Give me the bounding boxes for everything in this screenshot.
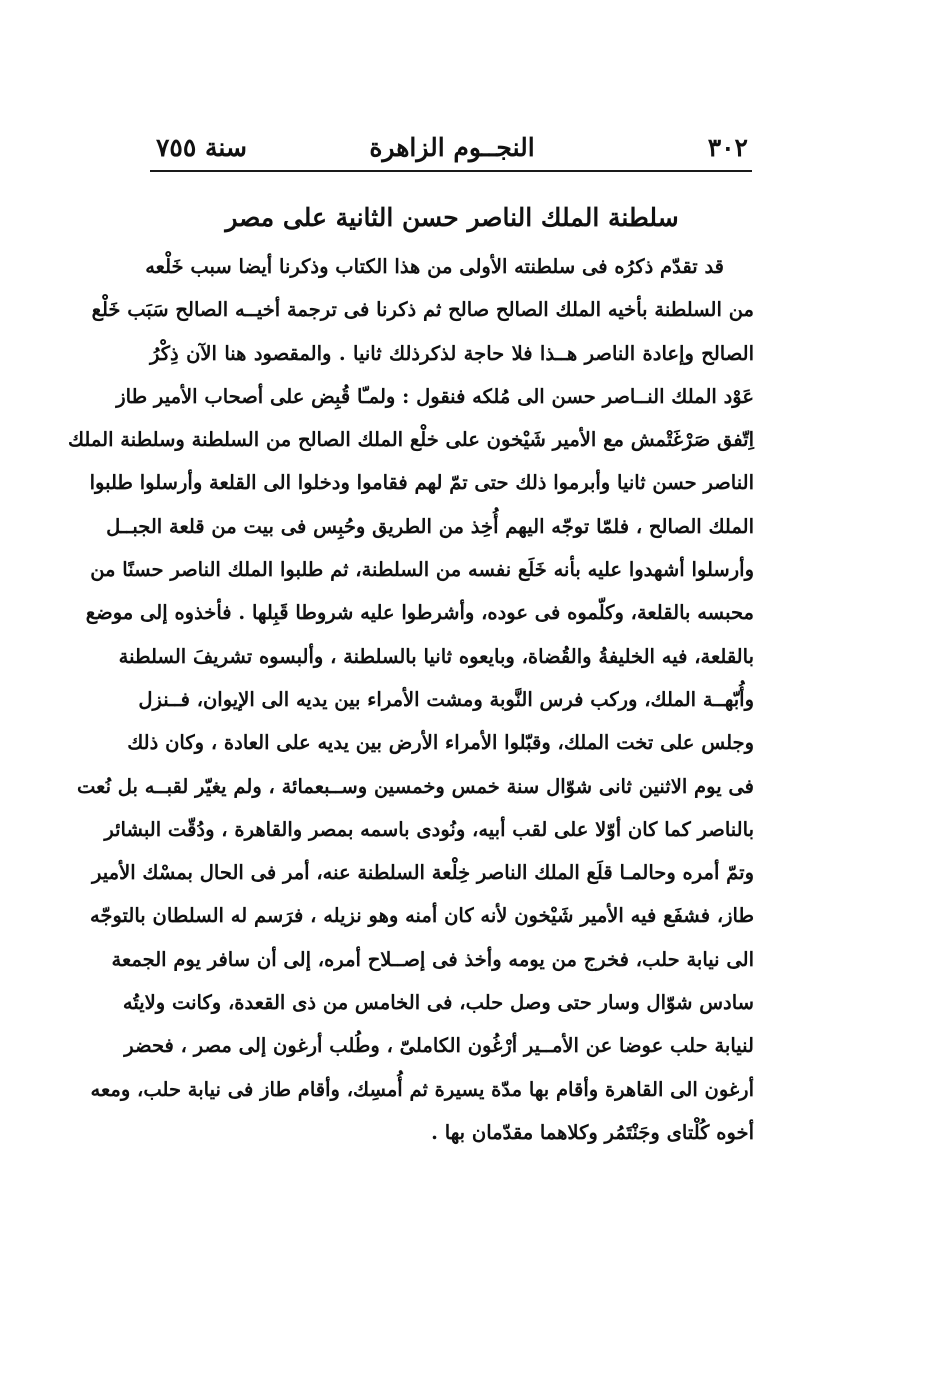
year-label: سنة ٧٥٥: [156, 133, 247, 162]
text-line: سادس شوّال وسار حتى وصل حلب، فى الخامس من ذى القعدة، وكانت ولايتُه: [122, 991, 754, 1015]
text-line: طاز، فشفَع فيه الأمير شَيْخون لأنه كان أمنه وهو نزيله ، فرَسم له السلطان بالتوجّه: [89, 904, 754, 928]
text-line: لنيابة حلب عوضا عن الأمــير أرْغُون الكاملىّ ، وطُلب أرغون إلى مصر ، فحضر: [124, 1034, 754, 1058]
text-line: فى يوم الاثنين ثانى شوّال سنة خمس وخمسين وســبعمائة ، ولم يغيّر لقبــه بل نُعت: [77, 774, 754, 798]
text-line: اِتّفق صَرْغَتْمش مع الأمير شَيْخون على خلْع الملك الصالح من السلطنة وسلطنة الملك: [67, 428, 754, 452]
text-line: وجلس على تخت الملك، وقبّلوا الأمراء الأرض بين يديه على العادة ، وكان ذلك: [127, 731, 754, 755]
text-line: محبسه بالقلعة، وكلّموه فى عوده، وأشرطوا عليه شروطا قَبِلها . فأخذوه إلى موضع: [85, 601, 754, 625]
page-header: [152, 128, 752, 168]
text-line: الناصر حسن ثانيا وأبرموا ذلك حتى تمّ لهم فقاموا ودخلوا الى القلعة وأرسلوا طلبوا: [89, 471, 754, 495]
book-title: النجــوم الزاهرة: [369, 133, 535, 162]
text-line: بالناصر كما كان أوّلا على لقب أبيه، ونُودى باسمه بمصر والقاهرة ، ودُقّت البشائر: [104, 817, 754, 841]
text-line: الملك الصالح ، فلمّا توجّه اليهم أُخِذ من الطريق وحُبِس فى بيت من قلعة الجبــل: [106, 514, 754, 538]
text-line: عَوْد الملك النــاصر حسن الى مُلكه فنقول : ولمـّا قُبِض على أصحاب الأمير طاز: [116, 384, 754, 408]
text-line: الى نيابة حلب، فخرج من يومه وأخذ فى إصــلاح أمره، إلى أن سافر يوم الجمعة: [111, 947, 754, 971]
page-number: ٣٠٢: [707, 133, 748, 162]
text-line: وأُبّهــة الملك، وركب فرس النَّوبة ومشت الأمراء بين يديه الى الإيوان، فــنزل: [138, 687, 754, 711]
text-line: وأرسلوا أشهدوا عليه بأنه خَلَع نفسه من السلطنة، ثم طلبوا الملك الناصر حسنًا من: [90, 558, 754, 582]
body-text: [67, 245, 754, 1154]
section-title: سلطنة الملك الناصر حسن الثانية على مصر: [225, 203, 679, 232]
text-line: بالقلعة، فيه الخليفةُ والقُضاة، وبايعوه ثانيا بالسلطنة ، وألبسوه تشريفَ السلطنة: [118, 644, 754, 668]
text-line: الصالح وإعادة الناصر هــذا فلا حاجة لذكرذلك ثانيا . والمقصود هنا الآن ذِكْرُ: [150, 341, 754, 365]
text-line: أرغون الى القاهرة وأقام بها مدّة يسيرة ثم أُمسِك، وأقام طاز فى نيابة حلب، ومعه: [90, 1077, 754, 1101]
header-divider: [150, 170, 752, 172]
text-line: قد تقدّم ذكرُه فى سلطنته الأولى من هذا الكتاب وذكرنا أيضا سبب خَلْعه: [145, 255, 724, 278]
text-line: من السلطنة بأخيه الملك الصالح صالح ثم ذكرنا فى ترجمة أخيــه الصالح سَبَب خَلْع: [91, 298, 754, 322]
text-line: وتمّ أمره وحالمـا قلَع الملك الناصر خِلْعة السلطنة عنه، أمر فى الحال بمسْك الأمير: [92, 861, 754, 885]
text-line: أخوه كُلْتاى وجَنْتَمُر وكلاهما مقدّمان بها .: [431, 1120, 754, 1144]
